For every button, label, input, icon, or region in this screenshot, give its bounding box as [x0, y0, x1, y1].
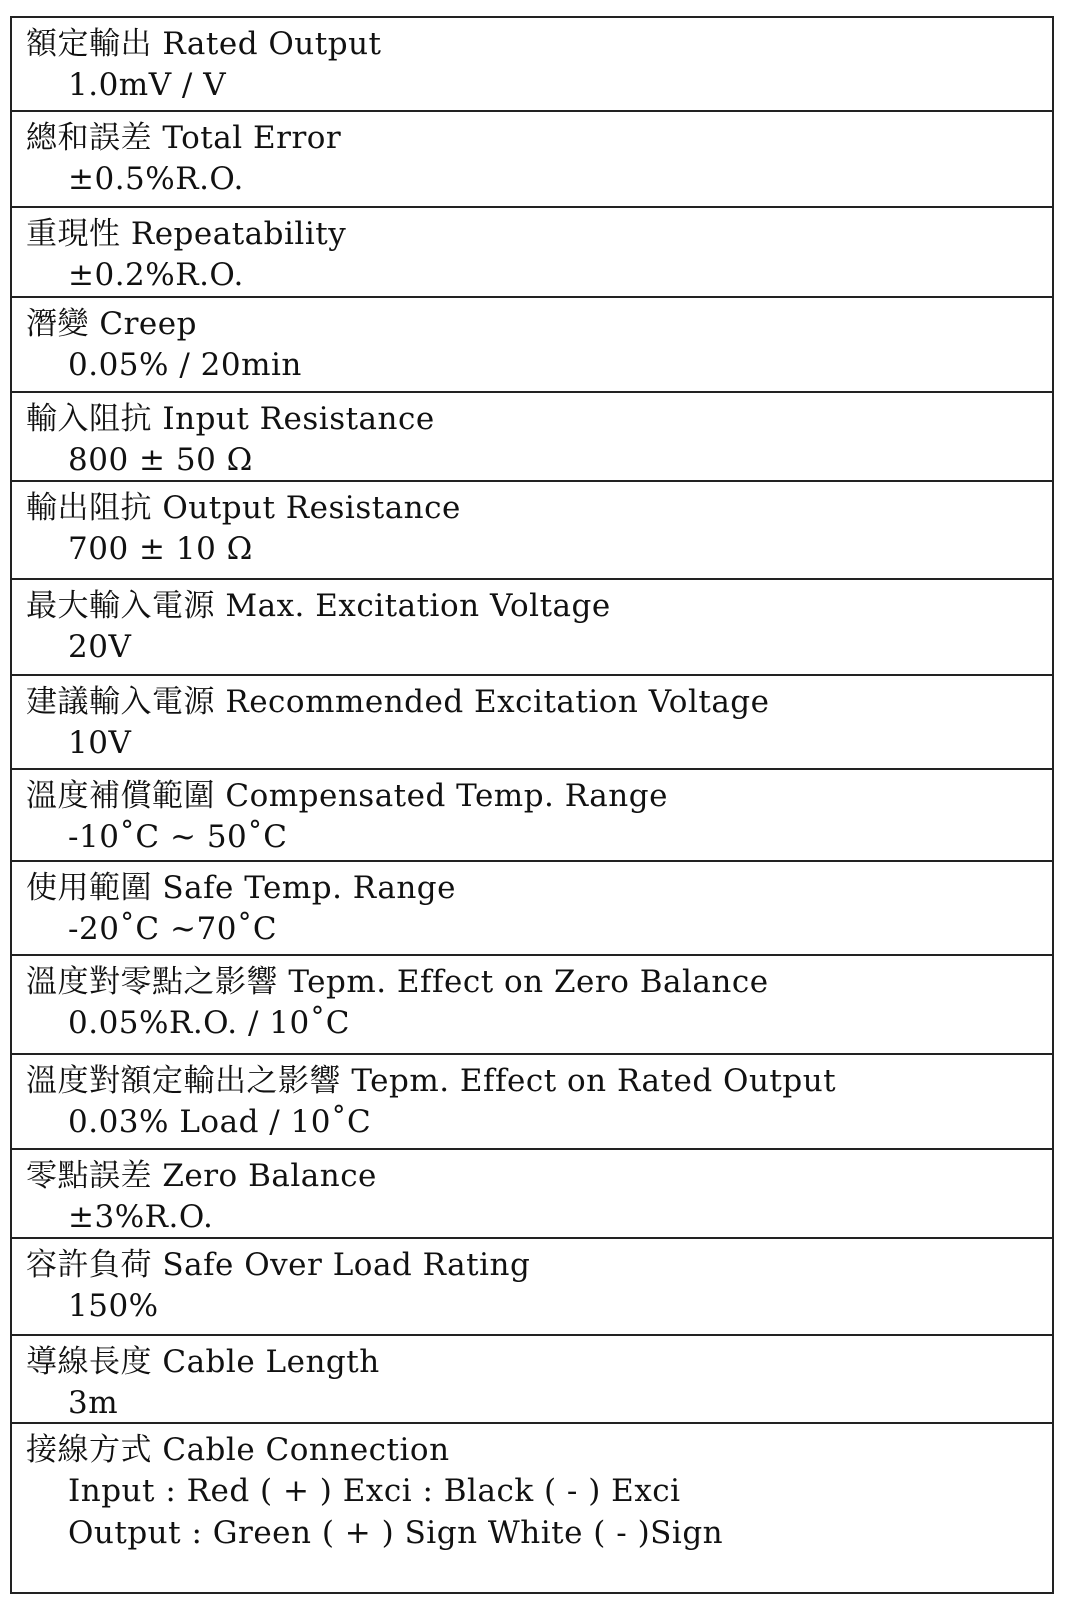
spec-value: 20V: [68, 629, 132, 665]
spec-value: 0.05%R.O. / 10˚C: [68, 1005, 350, 1041]
spec-label: 容許負荷 Safe Over Load Rating: [26, 1247, 531, 1283]
spec-label: 溫度對額定輸出之影響 Tepm. Effect on Rated Output: [26, 1063, 837, 1099]
spec-label: 零點誤差 Zero Balance: [26, 1158, 377, 1194]
spec-row-repeatability: [12, 208, 1052, 298]
spec-row-max-excitation: [12, 580, 1052, 676]
spec-row-total-error: [12, 112, 1052, 208]
spec-row-zero-balance: [12, 1150, 1052, 1239]
spec-value: 10V: [68, 725, 132, 761]
spec-label: 溫度對零點之影響 Tepm. Effect on Zero Balance: [26, 964, 769, 1000]
spec-value: 1.0mV / V: [68, 67, 227, 103]
spec-row-rated-output: [12, 18, 1052, 112]
spec-value: 150%: [68, 1288, 159, 1324]
spec-label: 最大輸入電源 Max. Excitation Voltage: [26, 588, 611, 624]
spec-row-creep: [12, 298, 1052, 393]
spec-value: ±3%R.O.: [68, 1199, 214, 1235]
spec-value: ±0.2%R.O.: [68, 257, 244, 293]
spec-table: [10, 16, 1054, 1594]
spec-value: 3m: [68, 1385, 119, 1421]
spec-label: 使用範圍 Safe Temp. Range: [26, 870, 456, 906]
spec-label: 導線長度 Cable Length: [26, 1344, 380, 1380]
spec-label: 建議輸入電源 Recommended Excitation Voltage: [26, 684, 770, 720]
spec-row-cable-connection: [12, 1424, 1052, 1592]
spec-row-output-resistance: [12, 482, 1052, 580]
spec-row-temp-effect-zero: [12, 956, 1052, 1055]
spec-value: Input : Red ( + ) Exci : Black ( - ) Exci: [68, 1473, 681, 1509]
spec-value: -10˚C ~ 50˚C: [68, 819, 288, 855]
spec-label: 額定輸出 Rated Output: [26, 26, 382, 62]
spec-label: 潛變 Creep: [26, 306, 197, 342]
spec-row-recommended-excitation: [12, 676, 1052, 770]
spec-value: 800 ± 50 Ω: [68, 442, 253, 478]
spec-value: 700 ± 10 Ω: [68, 531, 253, 567]
spec-row-input-resistance: [12, 393, 1052, 482]
spec-value: -20˚C ~70˚C: [68, 911, 278, 947]
spec-row-safe-temp: [12, 862, 1052, 956]
spec-value: 0.05% / 20min: [68, 347, 302, 383]
spec-row-temp-effect-output: [12, 1055, 1052, 1150]
spec-label: 輸出阻抗 Output Resistance: [26, 490, 461, 526]
spec-value: 0.03% Load / 10˚C: [68, 1104, 372, 1140]
spec-label: 重現性 Repeatability: [26, 216, 347, 252]
spec-label: 接線方式 Cable Connection: [26, 1432, 450, 1468]
spec-label: 輸入阻抗 Input Resistance: [26, 401, 435, 437]
spec-row-safe-overload: [12, 1239, 1052, 1336]
spec-label: 溫度補償範圍 Compensated Temp. Range: [26, 778, 668, 814]
spec-row-cable-length: [12, 1336, 1052, 1424]
spec-value: Output : Green ( + ) Sign White ( - )Sign: [68, 1515, 724, 1551]
spec-label: 總和誤差 Total Error: [26, 120, 342, 156]
spec-value: ±0.5%R.O.: [68, 161, 244, 197]
spec-row-compensated-temp: [12, 770, 1052, 862]
